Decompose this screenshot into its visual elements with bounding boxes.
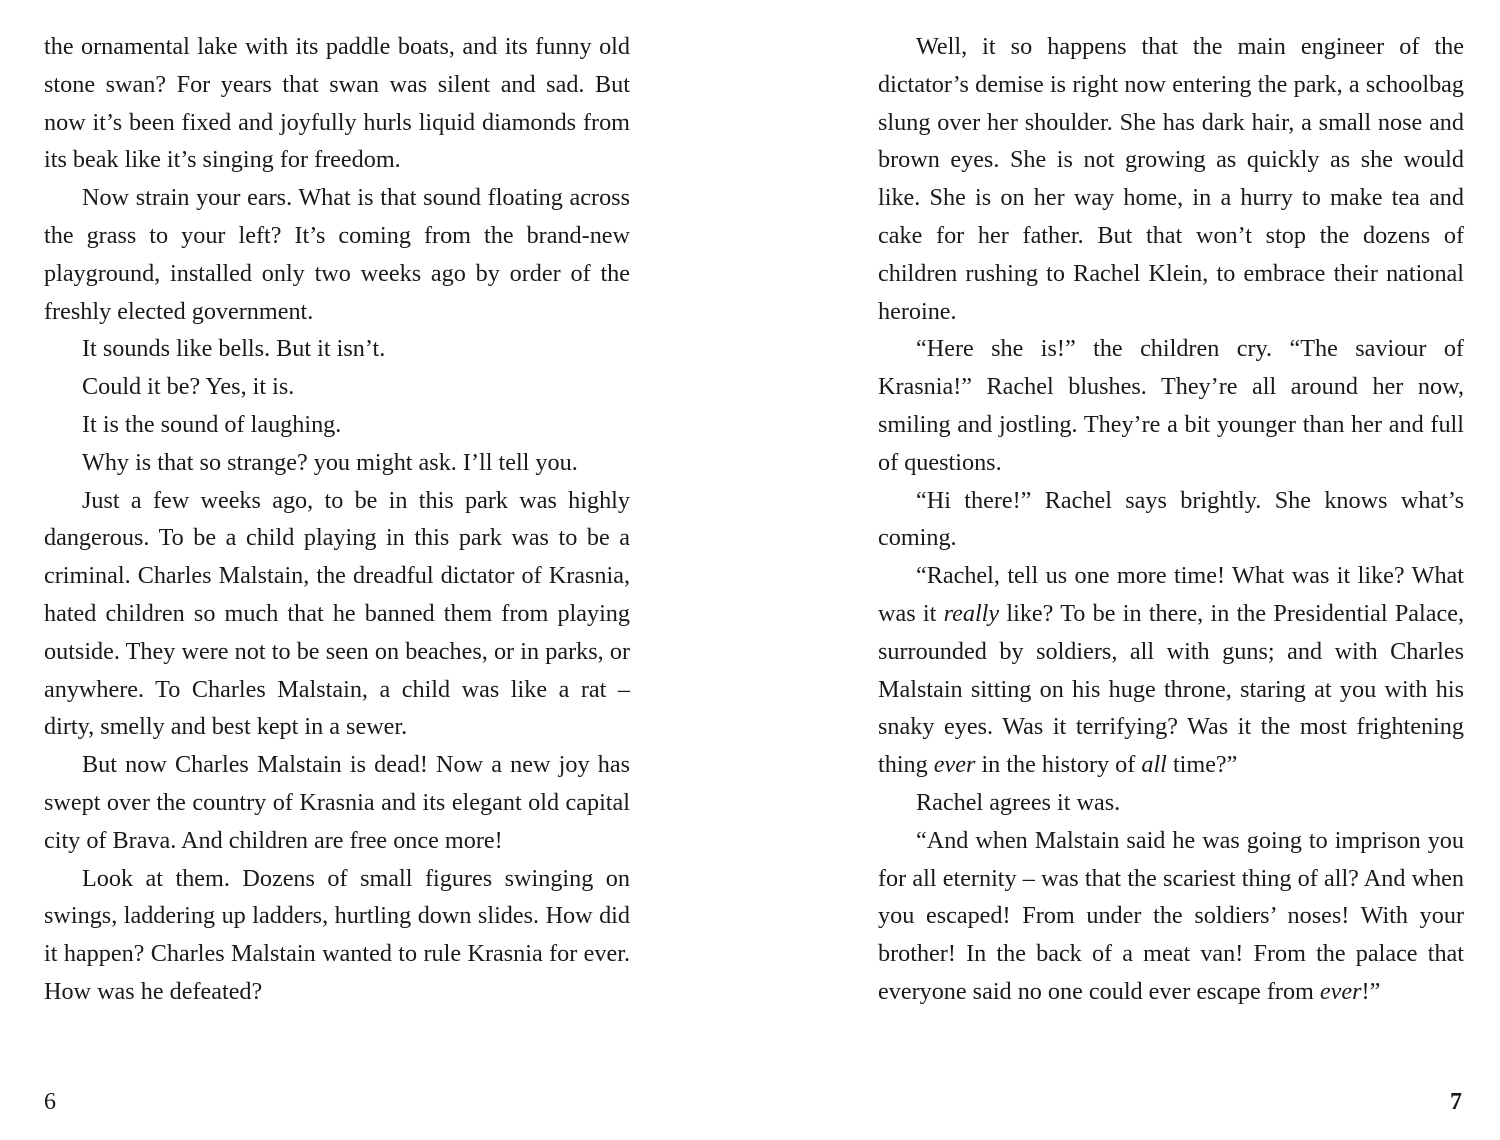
- paragraph: But now Charles Malstain is dead! Now a new joy has swept over the country of Krasnia and its elegant old capital city of Brava. And children are free once more!: [44, 751, 630, 854]
- paragraph: the ornamental lake with its paddle boats, and its funny old stone swan? For years that swan was silent and sad. But now it’s been fixed and joyfully hurls liquid diamonds from its beak like it’s singing for freedom.: [44, 33, 630, 174]
- paragraph: It sounds like bells. But it isn’t.: [82, 335, 386, 363]
- paragraph: Well, it so happens that the main engineer of the dictator’s demise is right now entering the park, a schoolbag slung over her shoulder. She has dark hair, a small nose and brown eyes. She is not growing as quickly as she would like. She is on her way home, in a hurry to make tea and cake for her father. But that won’t stop the dozens of children rushing to Rachel Klein, to embrace their national heroine.: [878, 33, 1464, 325]
- emphasis: all: [1141, 751, 1167, 779]
- paragraph: Why is that so strange? you might ask. I’ll tell you.: [82, 448, 578, 476]
- paragraph: “Here she is!” the children cry. “The saviour of Krasnia!” Rachel blushes. They’re all around her now, smiling and jostling. They’re a bit younger than her and full of questions.: [878, 335, 1464, 476]
- text-run: time?”: [1166, 751, 1238, 779]
- page-number-left: 6: [44, 1089, 56, 1115]
- emphasis: really: [943, 599, 1000, 627]
- paragraph: Look at them. Dozens of small figures swinging on swings, laddering up ladders, hurtling down slides. How did it happen? Charles Malstain wanted to rule Krasnia for ever. How was he defeated?: [44, 864, 630, 1005]
- paragraph: Just a few weeks ago, to be in this park was highly dangerous. To be a child playing in this park was to be a criminal. Charles Malstain, the dreadful dictator of Krasnia, hated children so much that he banned them from playing outside. They were not to be seen on beaches, or in parks, or anywhere. To Charles Malstain, a child was like a rat – dirty, smelly and best kept in a sewer.: [44, 486, 630, 741]
- text-run: like? To be in there, in the Presidential Palace, surrounded by soldiers, all with guns; and with Charles Malstain sitting on his huge throne, staring at you with his snaky eyes. Was it terrifying? Was it the most frightening thing: [878, 599, 1464, 779]
- paragraph: Now strain your ears. What is that sound floating across the grass to your left? It’s coming from the brand-new playground, installed only two weeks ago by order of the freshly elected government.: [44, 184, 630, 325]
- emphasis: ever: [933, 751, 976, 779]
- paragraph: [878, 557, 1464, 784]
- paragraph: Could it be? Yes, it is.: [82, 373, 295, 401]
- emphasis: ever: [1319, 977, 1362, 1005]
- paragraph: “Hi there!” Rachel says brightly. She knows what’s coming.: [878, 486, 1464, 552]
- text-run: in the history of: [975, 751, 1142, 779]
- page-number-right: 7: [1450, 1089, 1462, 1115]
- text-run: “And when Malstain said he was going to imprison you for all eternity – was that the scariest thing of all? And when you escaped! From under the soldiers’ noses! With your brother! In the back of a meat van! From the palace that everyone said no one could ever escape from: [878, 826, 1464, 1005]
- text-run: “Rachel, tell us one more time! What was it like? What was it: [878, 562, 1464, 627]
- right-page: [878, 28, 1464, 1011]
- paragraph: Rachel agrees it was.: [916, 788, 1121, 816]
- paragraph: [878, 822, 1464, 1011]
- paragraph: It is the sound of laughing.: [82, 410, 342, 438]
- left-page: [44, 28, 630, 1011]
- text-run: !”: [1361, 977, 1381, 1005]
